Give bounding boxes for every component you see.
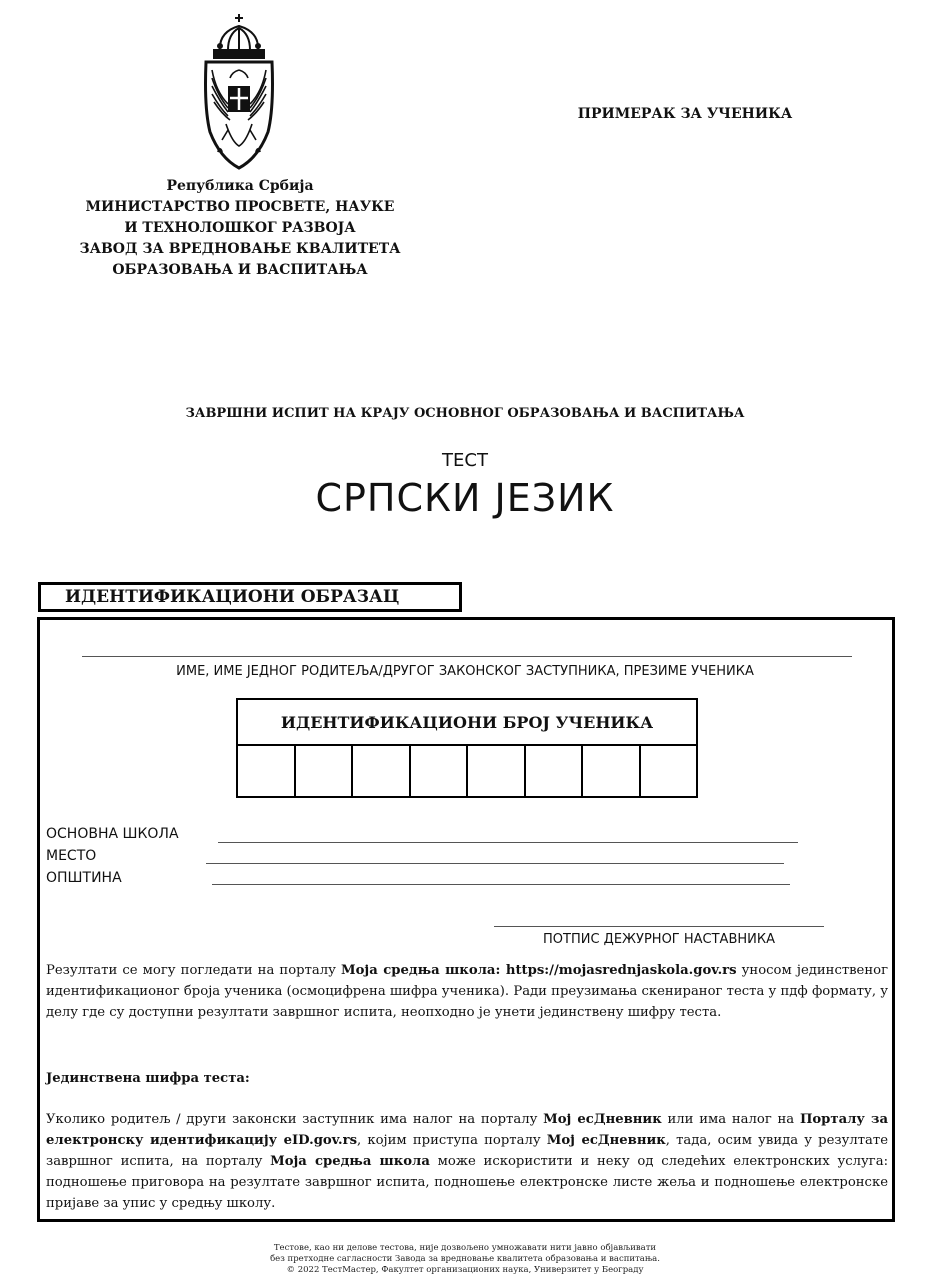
student-id-cell[interactable]: [583, 746, 641, 796]
eservices-info-paragraph: [46, 1109, 888, 1214]
student-id-cell[interactable]: [468, 746, 526, 796]
footer-line: Тестове, као ни делове тестова, није дозвољено умножавати нити јавно објављивати: [273, 1243, 657, 1253]
student-id-cell[interactable]: [353, 746, 411, 796]
issuer-institute-line2: ОБРАЗОВАЊА И ВАСПИТАЊА: [112, 262, 368, 278]
eservices-text: , тада, осим увида у резултате завршног испита, на порталу: [46, 1133, 888, 1169]
results-info-text: уносом јединственог идентификационог броја ученика (осмоцифрена шифра ученика). Ради преузимања скенираног теста у пдф формату, у делу где су доступни резултати завршног испита, неопходно је унети јединствену шифру теста.: [46, 963, 888, 1020]
esdnevnik-portal-name: Мој есДневник: [543, 1112, 662, 1127]
signature-caption: ПОТПИС ДЕЖУРНОГ НАСТАВНИКА: [543, 932, 775, 947]
results-portal-link[interactable]: Моја средња школа: https://mojasrednjaskola.gov.rs: [341, 963, 737, 978]
eid-portal-name: Порталу за електронску идентификацију eID.gov.rs: [46, 1112, 888, 1148]
secondary-school-portal-name: Моја средња школа: [270, 1154, 430, 1169]
eservices-text: може искористити и неку од следећих електронских услуга: подношење приговора на резултате завршног испита, подношење електронске листе жеља и подношење електронске пријаве за упис у средњу школу.: [46, 1154, 889, 1211]
student-id-cell[interactable]: [411, 746, 469, 796]
eservices-text: , којим приступа порталу: [357, 1133, 547, 1148]
school-label: ОСНОВНА ШКОЛА: [46, 826, 179, 842]
student-id-cell[interactable]: [238, 746, 296, 796]
exam-title: ЗАВРШНИ ИСПИТ НА КРАЈУ ОСНОВНОГ ОБРАЗОВАЊА И ВАСПИТАЊА: [185, 406, 745, 421]
issuer-ministry-line2: И ТЕХНОЛОШКОГ РАЗВОЈА: [124, 220, 356, 236]
results-info-text: Резултати се могу погледати на порталу: [46, 963, 342, 978]
municipality-entry-line[interactable]: [212, 884, 790, 885]
place-label: МЕСТО: [46, 848, 97, 864]
student-id-table-title: ИДЕНТИФИКАЦИОНИ БРОЈ УЧЕНИКА: [238, 700, 696, 746]
school-entry-line[interactable]: [218, 842, 798, 843]
municipality-label: ОПШТИНА: [46, 870, 122, 886]
eservices-text: или има налог на: [661, 1112, 800, 1127]
student-id-cells: [238, 746, 696, 796]
results-info-paragraph: [46, 960, 888, 1023]
place-entry-line[interactable]: [206, 863, 784, 864]
issuer-ministry-line1: МИНИСТАРСТВО ПРОСВЕТЕ, НАУКЕ: [85, 199, 395, 215]
copyright-footer: [0, 1243, 930, 1276]
name-entry-line[interactable]: [82, 656, 852, 657]
student-id-table: [236, 698, 698, 798]
name-caption: ИМЕ, ИМЕ ЈЕДНОГ РОДИТЕЉА/ДРУГОГ ЗАКОНСКОГ ЗАСТУПНИКА, ПРЕЗИМЕ УЧЕНИКА: [176, 664, 754, 679]
unique-code-label: Јединствена шифра теста:: [46, 1071, 250, 1086]
eservices-text: Уколико родитељ / други законски заступник има налог на порталу: [46, 1112, 544, 1127]
issuer-block: [60, 176, 420, 281]
student-id-cell[interactable]: [641, 746, 697, 796]
issuer-institute-line1: ЗАВОД ЗА ВРЕДНОВАЊЕ КВАЛИТЕТА: [79, 241, 401, 257]
subject-title: СРПСКИ ЈЕЗИК: [315, 476, 615, 520]
esdnevnik-portal-name: Мој есДневник: [546, 1133, 666, 1148]
test-label: ТЕСТ: [442, 450, 488, 471]
copy-label: ПРИМЕРАК ЗА УЧЕНИКА: [577, 106, 793, 122]
signature-line[interactable]: [494, 926, 824, 927]
student-id-cell[interactable]: [296, 746, 354, 796]
footer-line: © 2022 ТестМастер, Факултет организационих наука, Универзитет у Београду: [286, 1265, 644, 1275]
identification-form-title: ИДЕНТИФИКАЦИОНИ ОБРАЗАЦ: [38, 582, 462, 612]
issuer-country: Република Србија: [166, 178, 314, 194]
coat-of-arms-icon: [198, 12, 280, 172]
footer-line: без претходне сагласности Завода за вредновање квалитета образовања и васпитања.: [270, 1254, 660, 1264]
student-id-cell[interactable]: [526, 746, 584, 796]
